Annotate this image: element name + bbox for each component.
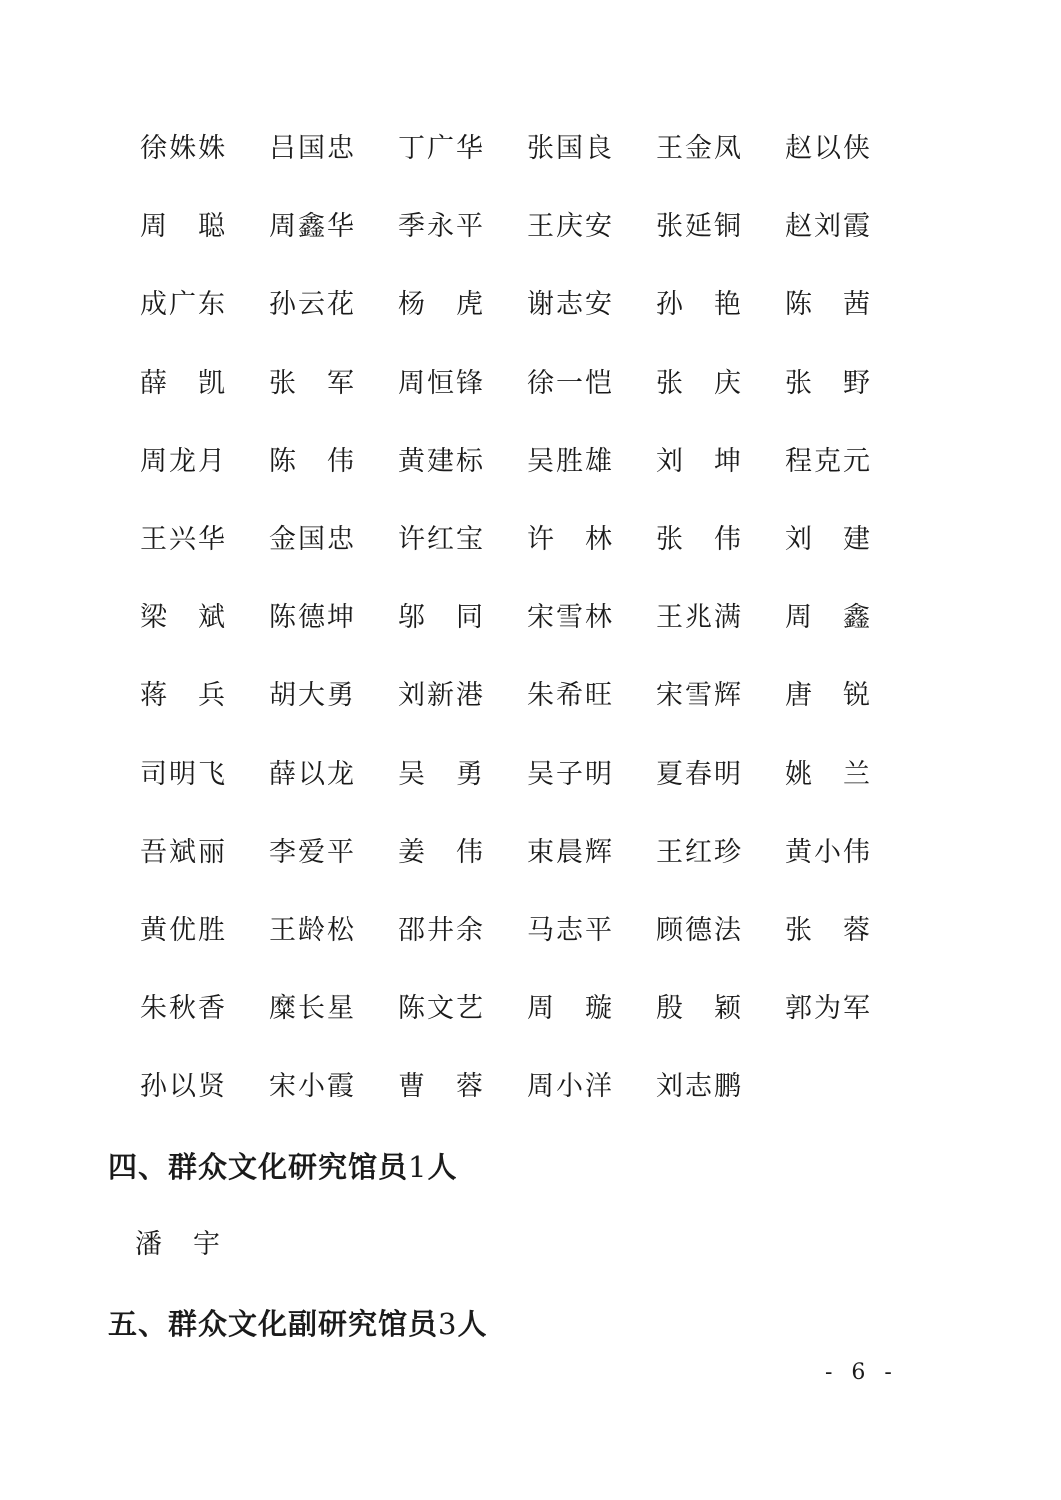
name-entry: 唐 锐 <box>785 680 872 712</box>
name-entry: 金国忠 <box>269 523 356 555</box>
name-entry: 吴子明 <box>527 758 614 790</box>
name-entry: 周龙月 <box>140 445 227 477</box>
name-entry: 陈德坤 <box>269 602 356 634</box>
name-entry: 赵以侠 <box>785 133 872 164</box>
name-entry: 刘志鹏 <box>656 1071 743 1103</box>
name-entry: 蒋 兵 <box>140 680 227 712</box>
name-entry: 陈文艺 <box>398 993 485 1025</box>
name-entry: 姚 兰 <box>785 758 872 790</box>
name-entry: 周小洋 <box>527 1071 614 1103</box>
name-entry: 黄小伟 <box>785 836 872 868</box>
section-4-unit: 人 <box>427 1150 458 1184</box>
name-entry: 胡大勇 <box>269 680 356 712</box>
name-entry: 顾德法 <box>656 914 743 946</box>
name-entry: 周恒锋 <box>398 367 485 399</box>
name-entry: 曹 蓉 <box>398 1071 485 1103</box>
section-4-count: 1 <box>408 1150 428 1184</box>
name-entry: 周鑫华 <box>269 211 356 243</box>
section-4-prefix: 四、群众文化研究馆员 <box>108 1150 409 1184</box>
name-entry: 吕国忠 <box>269 133 356 164</box>
name-entry: 夏春明 <box>656 758 743 790</box>
name-entry: 宋雪林 <box>527 602 614 634</box>
name-entry: 邬 同 <box>398 602 485 634</box>
name-entry: 孙 艳 <box>656 289 743 321</box>
name-entry: 谢志安 <box>527 289 614 321</box>
name-entry: 吴胜雄 <box>527 445 614 477</box>
section-5-heading <box>108 1302 487 1343</box>
name-entry: 赵刘霞 <box>785 211 872 243</box>
name-entry: 司明飞 <box>140 758 227 790</box>
name-entry: 周 璇 <box>527 993 614 1025</box>
name-entry: 姜 伟 <box>398 836 485 868</box>
name-entry: 王金凤 <box>656 133 743 164</box>
section-5-prefix: 五、群众文化副研究馆员 <box>108 1307 439 1341</box>
name-entry: 朱希旺 <box>527 680 614 712</box>
name-entry: 周 聪 <box>140 211 227 243</box>
name-entry: 程克元 <box>785 445 872 477</box>
name-entry: 王庆安 <box>527 211 614 243</box>
section-5-unit: 人 <box>457 1307 488 1341</box>
name-entry: 孙以贤 <box>140 1071 227 1103</box>
section-4-heading <box>108 1145 457 1186</box>
name-entry: 黄优胜 <box>140 914 227 946</box>
name-entry: 张国良 <box>527 133 614 164</box>
name-entry: 陈 伟 <box>269 445 356 477</box>
name-entry: 张 伟 <box>656 523 743 555</box>
name-entry: 王兆满 <box>656 602 743 634</box>
section-5-count: 3 <box>438 1307 458 1341</box>
name-entry: 周 鑫 <box>785 602 872 634</box>
name-entry: 刘 建 <box>785 523 872 555</box>
name-entry: 许 林 <box>527 523 614 555</box>
name-entry: 杨 虎 <box>398 289 485 321</box>
name-entry: 王龄松 <box>269 914 356 946</box>
name-list-grid <box>140 124 920 1140</box>
section-4-name: 潘 宇 <box>135 1229 222 1260</box>
name-entry: 糜长星 <box>269 993 356 1025</box>
name-entry: 刘新港 <box>398 680 485 712</box>
name-entry: 张 蓉 <box>785 914 872 946</box>
name-entry: 黄建标 <box>398 445 485 477</box>
name-entry: 王红珍 <box>656 836 743 868</box>
name-entry: 宋雪辉 <box>656 680 743 712</box>
name-entry: 季永平 <box>398 211 485 243</box>
name-entry: 张 庆 <box>656 367 743 399</box>
name-entry: 吾斌丽 <box>140 836 227 868</box>
name-entry: 吴 勇 <box>398 758 485 790</box>
name-entry: 孙云花 <box>269 289 356 321</box>
name-entry: 王兴华 <box>140 523 227 555</box>
name-entry: 陈 茜 <box>785 289 872 321</box>
name-entry: 束晨辉 <box>527 836 614 868</box>
name-entry: 张 军 <box>269 367 356 399</box>
name-entry: 郭为军 <box>785 993 872 1025</box>
name-entry: 丁广华 <box>398 133 485 164</box>
name-entry: 殷 颖 <box>656 993 743 1025</box>
name-entry: 张 野 <box>785 367 872 399</box>
name-entry: 徐一恺 <box>527 367 614 399</box>
name-entry: 邵井余 <box>398 914 485 946</box>
name-entry: 许红宝 <box>398 523 485 555</box>
name-entry: 刘 坤 <box>656 445 743 477</box>
page-number: - 6 - <box>825 1360 898 1385</box>
name-entry: 宋小霞 <box>269 1071 356 1103</box>
name-entry: 梁 斌 <box>140 602 227 634</box>
name-entry: 徐姝姝 <box>140 133 227 164</box>
name-entry: 薛 凯 <box>140 367 227 399</box>
name-entry: 成广东 <box>140 289 227 321</box>
name-entry: 薛以龙 <box>269 758 356 790</box>
name-entry: 朱秋香 <box>140 993 227 1025</box>
name-entry: 李爱平 <box>269 836 356 868</box>
name-entry: 马志平 <box>527 914 614 946</box>
name-entry: 张延铜 <box>656 211 743 243</box>
